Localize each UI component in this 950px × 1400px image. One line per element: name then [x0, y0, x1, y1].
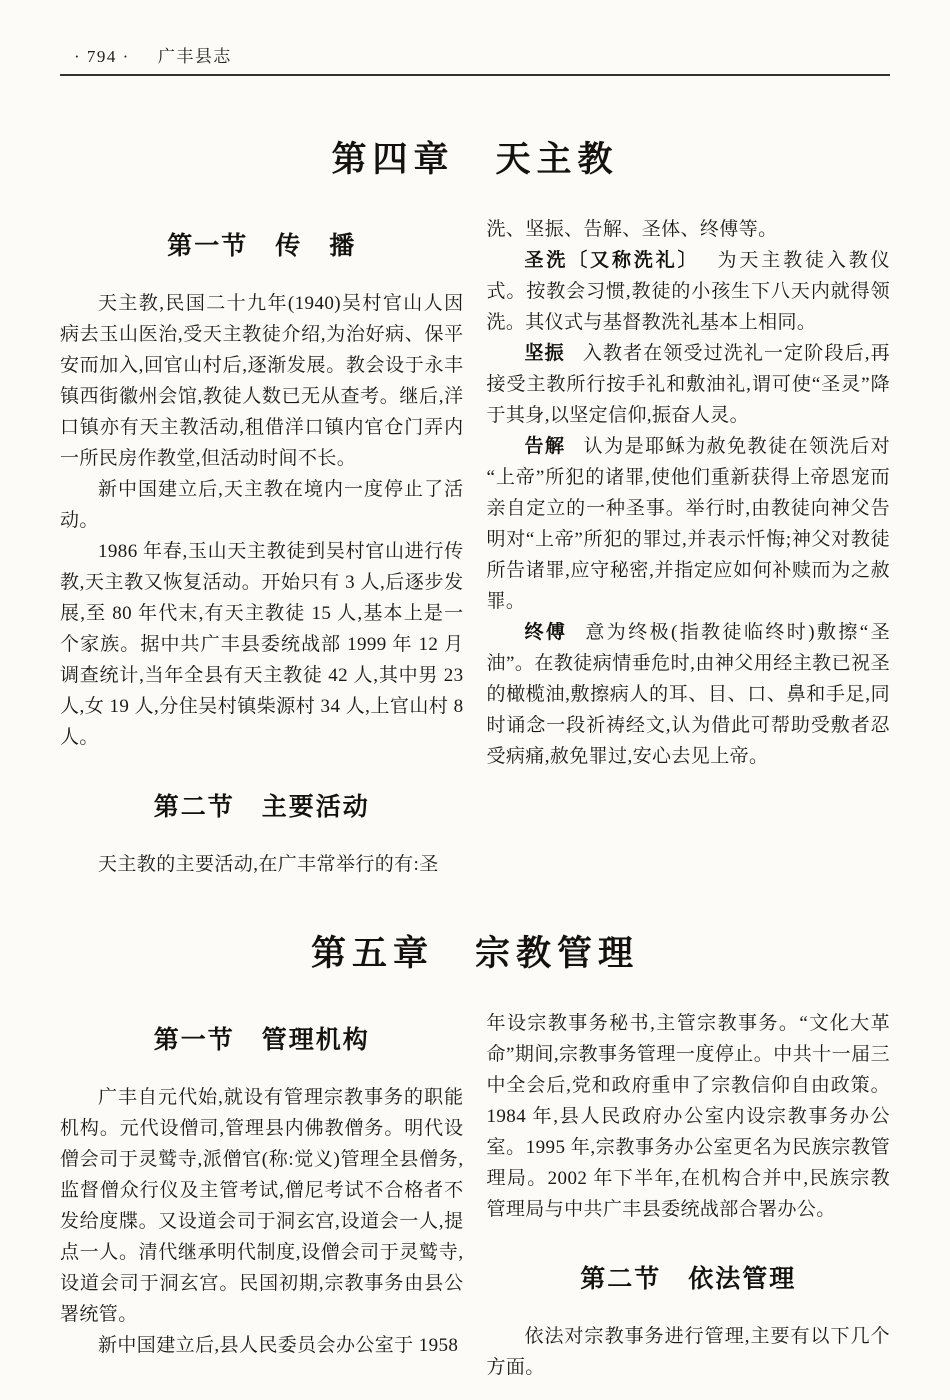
chapter5-columns — [60, 1008, 890, 1383]
term-body: 认为是耶稣为赦免教徒在领洗后对“上帝”所犯的诸罪,使他们重新获得上帝恩宠而亲自定立的一种圣事。举行时,由教徒向神父告明对“上帝”所犯的罪过,并表示忏悔;神父对教徒所告诸罪,应守秘密,并指定应如何补赎而为之赦罪。 — [486, 436, 890, 612]
term-paragraph — [487, 245, 891, 338]
chapter5-section1-title: 第一节 管理机构 — [153, 1027, 370, 1054]
paragraph-continuation: 年设宗教事务秘书,主管宗教事务。“文化大革命”期间,宗教事务管理一度停止。中共十一届三中全会后,党和政府重申了宗教信仰自由政策。1984 年,县人民政府办公室内设宗教事务办公室。1995 年,宗教事务办公室更名为民族宗教管理局。2002 年下半年,在机构合并中,民族宗教管理局与中共广丰县委统战部合署办公。 — [486, 1013, 890, 1220]
chapter5-right-column — [487, 1008, 891, 1383]
term-body: 意为终极(指教徒临终时)敷擦“圣油”。在教徒病情垂危时,由神父用经主教已祝圣的橄榄油,敷擦病人的耳、目、口、鼻和手足,同时诵念一段祈祷经文,认为借此可帮助受敷者忍受病痛,赦免罪过,安心去见上帝。 — [486, 622, 890, 767]
chapter4-title: 第四章 天主教 — [331, 140, 619, 179]
paragraph: 1986 年春,玉山天主教徒到吴村官山进行传教,天主教又恢复活动。开始只有 3 人,后逐步发展,至 80 年代末,有天主教徒 15 人,基本上是一个家族。据中共广丰县委统战部 1999 年 12 月调查统计,当年全县有天主教徒 42 人,其中男 23 人,女 19 人,分住吴村镇柴源村 34 人,上官山村 8 人。 — [60, 541, 464, 748]
term-label-zhongfu: 终傅 — [524, 622, 568, 643]
chapter5-title: 第五章 宗教管理 — [310, 934, 639, 973]
paragraph: 依法对宗教事务进行管理,主要有以下几个方面。 — [486, 1326, 890, 1378]
page-header — [60, 42, 890, 67]
paragraph-start: 新中国建立后,县人民委员会办公室于 1958 — [98, 1335, 459, 1356]
term-label-jianzhen: 坚振 — [524, 343, 565, 364]
chapter4-section1-title: 第一节 传 播 — [167, 233, 357, 260]
chapter4-right-column — [487, 214, 891, 880]
term-label-shengxi: 圣洗〔又称洗礼〕 — [524, 250, 700, 271]
chapter4-columns — [60, 214, 890, 880]
chapter4-section2-title: 第二节 主要活动 — [153, 794, 370, 821]
chapter4-left-column — [60, 214, 464, 880]
book-title: 广丰县志 — [157, 47, 232, 66]
term-paragraph — [487, 431, 891, 617]
term-body: 入教者在领受过洗礼一定阶段后,再接受主教所行按手礼和敷油礼,谓可使“圣灵”降于其身,以坚定信仰,振奋人灵。 — [486, 343, 890, 426]
term-paragraph — [487, 338, 891, 431]
paragraph: 广丰自元代始,就设有管理宗教事务的职能机构。元代设僧司,管理县内佛教僧务。明代设僧会司于灵鹫寺,派僧官(称:觉义)管理全县僧务,监督僧众行仪及主管考试,僧尼考试不合格者不发给度牒。又设道会司于洞玄宫,设道会一人,提点一人。清代继承明代制度,设僧会司于灵鹫寺,设道会司于洞玄宫。民国初期,宗教事务由县公署统管。 — [60, 1087, 464, 1325]
chapter5-section2-title: 第二节 依法管理 — [580, 1266, 797, 1293]
paragraph-intro-continuation: 洗、坚振、告解、圣体、终傅等。 — [486, 219, 778, 240]
chapter5-left-column — [60, 1008, 464, 1383]
page-number: · 794 · — [74, 47, 130, 66]
paragraph-intro-start: 天主教的主要活动,在广丰常举行的有:圣 — [98, 854, 439, 875]
paragraph: 天主教,民国二十九年(1940)吴村官山人因病去玉山医治,受天主教徒介绍,为治好病、保平安而加入,回官山村后,逐渐发展。教会设于永丰镇西街徽州会馆,教徒人数已无从查考。继后,洋口镇亦有天主教活动,租借洋口镇内官仓门弄内一所民房作教堂,但活动时间不长。 — [60, 293, 464, 469]
paragraph: 新中国建立后,天主教在境内一度停止了活动。 — [60, 479, 464, 531]
header-rule — [60, 74, 890, 76]
term-body: 为天主教徒入教仪式。按教会习惯,教徒的小孩生下八天内就得领洗。其仪式与基督教洗礼基本上相同。 — [486, 250, 891, 333]
term-label-gaojie: 告解 — [524, 436, 566, 457]
term-paragraph — [487, 617, 891, 772]
